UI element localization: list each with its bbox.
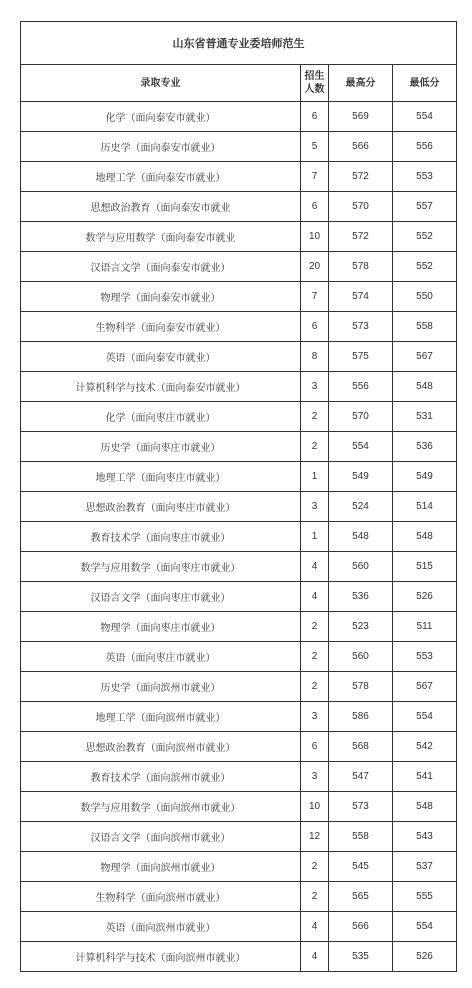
min-score-cell: 567 (393, 672, 457, 702)
major-cell: 历史学（面向枣庄市就业） (21, 432, 301, 462)
min-score-cell: 526 (393, 582, 457, 612)
min-score-cell: 549 (393, 462, 457, 492)
max-score-cell: 570 (329, 192, 393, 222)
table-row (21, 132, 457, 162)
count-cell: 6 (301, 102, 329, 132)
count-cell: 4 (301, 582, 329, 612)
admission-score-table (20, 21, 457, 972)
table-row (21, 402, 457, 432)
max-score-cell: 578 (329, 672, 393, 702)
min-score-cell: 543 (393, 822, 457, 852)
column-header-count: 招生人数 (301, 65, 329, 102)
major-cell: 历史学（面向滨州市就业） (21, 672, 301, 702)
max-score-cell: 574 (329, 282, 393, 312)
max-score-cell: 556 (329, 372, 393, 402)
max-score-cell: 560 (329, 552, 393, 582)
count-cell: 3 (301, 762, 329, 792)
major-cell: 化学（面向枣庄市就业） (21, 402, 301, 432)
max-score-cell: 566 (329, 132, 393, 162)
table-row (21, 222, 457, 252)
min-score-cell: 541 (393, 762, 457, 792)
min-score-cell: 552 (393, 222, 457, 252)
major-cell: 历史学（面向泰安市就业） (21, 132, 301, 162)
min-score-cell: 531 (393, 402, 457, 432)
column-header-min-score: 最低分 (393, 65, 457, 102)
table-row (21, 102, 457, 132)
major-cell: 思想政治教育（面向滨州市就业） (21, 732, 301, 762)
table-row (21, 852, 457, 882)
max-score-cell: 568 (329, 732, 393, 762)
table-row (21, 252, 457, 282)
table-row (21, 882, 457, 912)
max-score-cell: 566 (329, 912, 393, 942)
major-cell: 地理工学（面向枣庄市就业） (21, 462, 301, 492)
major-cell: 地理工学（面向泰安市就业） (21, 162, 301, 192)
major-cell: 汉语言文学（面向枣庄市就业） (21, 582, 301, 612)
major-cell: 地理工学（面向滨州市就业） (21, 702, 301, 732)
table-row (21, 792, 457, 822)
table-row (21, 522, 457, 552)
count-cell: 7 (301, 162, 329, 192)
min-score-cell: 557 (393, 192, 457, 222)
count-cell: 2 (301, 882, 329, 912)
count-cell: 6 (301, 312, 329, 342)
max-score-cell: 535 (329, 942, 393, 972)
min-score-cell: 553 (393, 642, 457, 672)
max-score-cell: 578 (329, 252, 393, 282)
count-cell: 6 (301, 732, 329, 762)
max-score-cell: 536 (329, 582, 393, 612)
count-cell: 10 (301, 792, 329, 822)
major-cell: 英语（面向枣庄市就业） (21, 642, 301, 672)
major-cell: 物理学（面向枣庄市就业） (21, 612, 301, 642)
count-cell: 5 (301, 132, 329, 162)
min-score-cell: 554 (393, 702, 457, 732)
max-score-cell: 549 (329, 462, 393, 492)
min-score-cell: 554 (393, 912, 457, 942)
min-score-cell: 552 (393, 252, 457, 282)
major-cell: 思想政治教育（面向泰安市就业 (21, 192, 301, 222)
table-row (21, 462, 457, 492)
count-cell: 8 (301, 342, 329, 372)
table-title: 山东省普通专业委培师范生 (21, 22, 457, 65)
table-row (21, 822, 457, 852)
table-row (21, 672, 457, 702)
major-cell: 物理学（面向滨州市就业） (21, 852, 301, 882)
max-score-cell: 570 (329, 402, 393, 432)
table-row (21, 432, 457, 462)
table-header-row (21, 65, 457, 102)
min-score-cell: 556 (393, 132, 457, 162)
count-cell: 3 (301, 492, 329, 522)
table-body (21, 102, 457, 972)
table-row (21, 282, 457, 312)
major-cell: 生物科学（面向泰安市就业） (21, 312, 301, 342)
major-cell: 计算机科学与技术（面向滨州市就业） (21, 942, 301, 972)
count-cell: 3 (301, 702, 329, 732)
max-score-cell: 569 (329, 102, 393, 132)
count-cell: 2 (301, 432, 329, 462)
max-score-cell: 548 (329, 522, 393, 552)
max-score-cell: 565 (329, 882, 393, 912)
max-score-cell: 558 (329, 822, 393, 852)
min-score-cell: 537 (393, 852, 457, 882)
table-row (21, 312, 457, 342)
table-row (21, 702, 457, 732)
table-row (21, 912, 457, 942)
major-cell: 英语（面向泰安市就业） (21, 342, 301, 372)
major-cell: 英语（面向滨州市就业） (21, 912, 301, 942)
min-score-cell: 567 (393, 342, 457, 372)
min-score-cell: 548 (393, 522, 457, 552)
max-score-cell: 572 (329, 162, 393, 192)
table-row (21, 342, 457, 372)
min-score-cell: 515 (393, 552, 457, 582)
count-cell: 7 (301, 282, 329, 312)
table-row (21, 942, 457, 972)
table-row (21, 372, 457, 402)
min-score-cell: 548 (393, 792, 457, 822)
count-cell: 12 (301, 822, 329, 852)
count-cell: 1 (301, 462, 329, 492)
max-score-cell: 554 (329, 432, 393, 462)
table-row (21, 192, 457, 222)
count-cell: 4 (301, 942, 329, 972)
min-score-cell: 558 (393, 312, 457, 342)
major-cell: 数学与应用数学（面向枣庄市就业） (21, 552, 301, 582)
min-score-cell: 542 (393, 732, 457, 762)
min-score-cell: 554 (393, 102, 457, 132)
major-cell: 思想政治教育（面向枣庄市就业） (21, 492, 301, 522)
count-cell: 2 (301, 672, 329, 702)
table-row (21, 162, 457, 192)
min-score-cell: 553 (393, 162, 457, 192)
table-row (21, 612, 457, 642)
table-row (21, 732, 457, 762)
min-score-cell: 514 (393, 492, 457, 522)
admission-score-sheet (20, 21, 456, 972)
major-cell: 计算机科学与技术（面向泰安市就业） (21, 372, 301, 402)
table-row (21, 762, 457, 792)
count-cell: 4 (301, 912, 329, 942)
count-cell: 20 (301, 252, 329, 282)
count-cell: 3 (301, 372, 329, 402)
table-title-row (21, 22, 457, 65)
major-cell: 数学与应用数学（面向滨州市就业） (21, 792, 301, 822)
major-cell: 汉语言文学（面向滨州市就业） (21, 822, 301, 852)
major-cell: 数学与应用数学（面向泰安市就业 (21, 222, 301, 252)
max-score-cell: 524 (329, 492, 393, 522)
min-score-cell: 526 (393, 942, 457, 972)
count-cell: 2 (301, 612, 329, 642)
min-score-cell: 548 (393, 372, 457, 402)
max-score-cell: 547 (329, 762, 393, 792)
count-cell: 2 (301, 642, 329, 672)
min-score-cell: 555 (393, 882, 457, 912)
max-score-cell: 572 (329, 222, 393, 252)
major-cell: 教育技术学（面向滨州市就业） (21, 762, 301, 792)
major-cell: 教育技术学（面向枣庄市就业） (21, 522, 301, 552)
count-cell: 6 (301, 192, 329, 222)
count-cell: 10 (301, 222, 329, 252)
table-row (21, 642, 457, 672)
column-header-max-score: 最高分 (329, 65, 393, 102)
max-score-cell: 573 (329, 792, 393, 822)
major-cell: 生物科学（面向滨州市就业） (21, 882, 301, 912)
count-cell: 1 (301, 522, 329, 552)
max-score-cell: 545 (329, 852, 393, 882)
max-score-cell: 575 (329, 342, 393, 372)
min-score-cell: 536 (393, 432, 457, 462)
table-row (21, 552, 457, 582)
table-row (21, 582, 457, 612)
max-score-cell: 560 (329, 642, 393, 672)
max-score-cell: 523 (329, 612, 393, 642)
max-score-cell: 586 (329, 702, 393, 732)
min-score-cell: 550 (393, 282, 457, 312)
count-cell: 4 (301, 552, 329, 582)
major-cell: 物理学（面向泰安市就业） (21, 282, 301, 312)
major-cell: 汉语言文学（面向泰安市就业） (21, 252, 301, 282)
column-header-major: 录取专业 (21, 65, 301, 102)
count-cell: 2 (301, 402, 329, 432)
major-cell: 化学（面向泰安市就业） (21, 102, 301, 132)
count-cell: 2 (301, 852, 329, 882)
min-score-cell: 511 (393, 612, 457, 642)
table-row (21, 492, 457, 522)
max-score-cell: 573 (329, 312, 393, 342)
